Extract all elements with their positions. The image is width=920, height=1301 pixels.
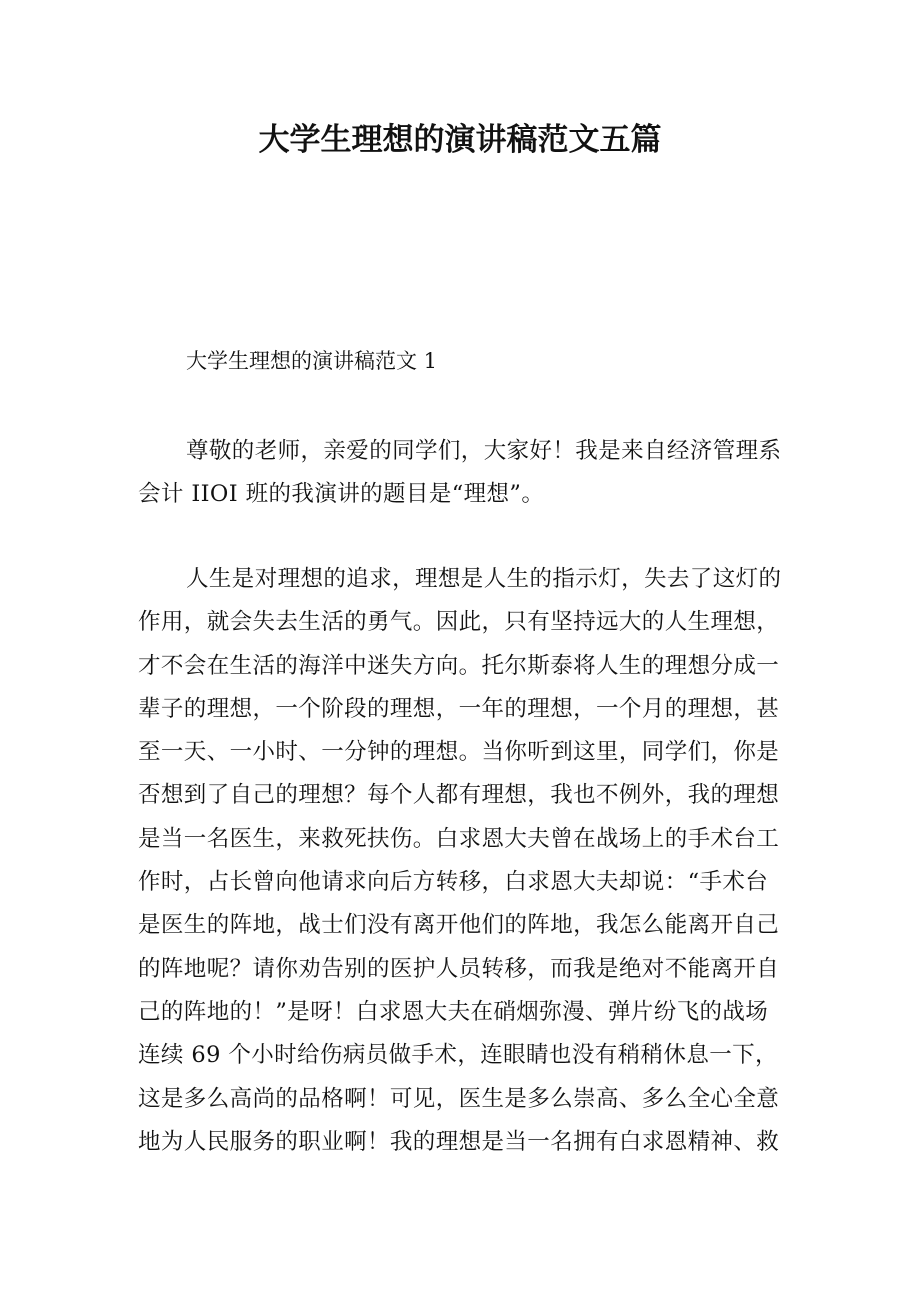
paragraph-line: 连续 69 个小时给伤病员做手术，连眼睛也没有稍稍休息一下， [138,1042,778,1069]
paragraph-line: 作时，占长曾向他请求向后方转移，白求恩大夫却说：“手术台 [138,869,769,896]
document-title: 大学生理想的演讲稿范文五篇 [258,122,662,158]
paragraph-line: 是医生的阵地，战士们没有离开他们的阵地，我怎么能离开自己 [138,912,780,939]
paragraph-line: 人生是对理想的追求，理想是人生的指示灯，失去了这灯的 [186,566,782,592]
paragraph-line: 地为人民服务的职业啊！我的理想是当一名拥有白求恩精神、救 [138,1128,780,1155]
paragraph-line: 会计 IIOI 班的我演讲的题目是“理想”。 [138,481,545,507]
paragraph-2 [138,558,783,1164]
paragraph-line: 才不会在生活的海洋中迷失方向。托尔斯泰将人生的理想分成一 [138,652,780,679]
paragraph-1 [138,430,783,516]
paragraph-line: 尊敬的老师，亲爱的同学们，大家好！我是来自经济管理系 [186,438,782,464]
paragraph-line: 的阵地呢？请你劝告别的医护人员转移，而我是绝对不能离开自 [138,955,780,982]
paragraph-line: 是当一名医生，来救死扶伤。白求恩大夫曾在战场上的手术台工 [138,825,780,852]
paragraph-line: 至一天、一小时、一分钟的理想。当你听到这里，同学们，你是 [138,739,780,766]
paragraph-line: 否想到了自己的理想？每个人都有理想，我也不例外，我的理想 [138,782,780,809]
paragraph-line: 辈子的理想，一个阶段的理想，一年的理想，一个月的理想，甚 [138,695,780,722]
section-heading: 大学生理想的演讲稿范文 1 [186,349,438,373]
paragraph-line: 己的阵地的！”是呀！白求恩大夫在硝烟弥漫、弹片纷飞的战场 [138,998,769,1025]
paragraph-line: 这是多么高尚的品格啊！可见，医生是多么崇高、多么全心全意 [138,1085,780,1112]
paragraph-line: 作用，就会失去生活的勇气。因此，只有坚持远大的人生理想， [138,609,780,636]
